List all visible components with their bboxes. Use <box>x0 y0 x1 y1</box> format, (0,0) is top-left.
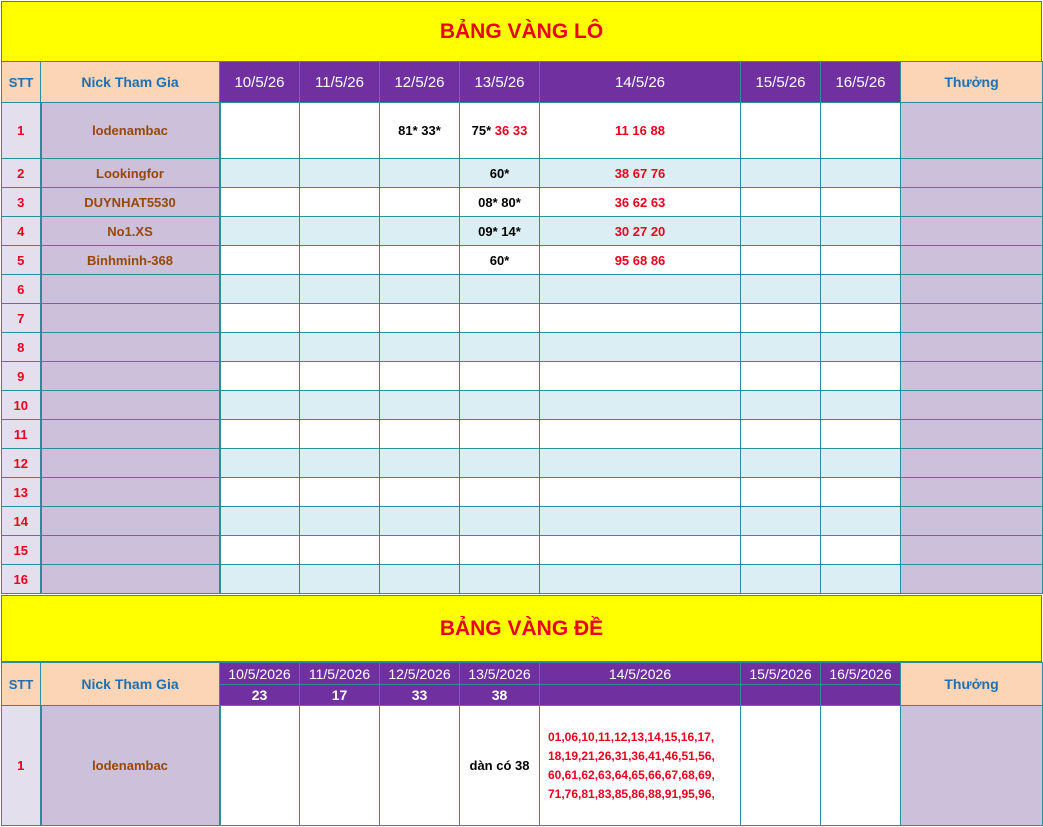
de-header-nick: Nick Tham Gia <box>41 663 220 706</box>
lo-cell <box>300 565 380 594</box>
lo-cell <box>300 217 380 246</box>
lo-pick-red: 36 33 <box>494 123 528 138</box>
lo-cell <box>540 507 741 536</box>
lo-cell <box>220 478 300 507</box>
lo-cell <box>741 449 821 478</box>
lo-cell <box>540 275 741 304</box>
lo-row-nick <box>41 304 220 333</box>
de-cell <box>300 706 380 826</box>
lo-cell <box>300 536 380 565</box>
lo-cell <box>220 103 300 159</box>
lo-row-stt: 1 <box>2 103 41 159</box>
de-numbers-line: 71,76,81,83,85,86,88,91,95,96, <box>548 786 715 801</box>
lo-row-stt: 4 <box>2 217 41 246</box>
lo-cell <box>741 188 821 217</box>
lo-row-thuong <box>901 507 1043 536</box>
lo-cell <box>300 333 380 362</box>
lo-cell <box>220 362 300 391</box>
lo-cell <box>821 333 901 362</box>
lo-cell <box>460 420 540 449</box>
lo-cell <box>821 478 901 507</box>
lo-cell <box>380 420 460 449</box>
lo-cell <box>460 565 540 594</box>
lo-row <box>2 478 1043 507</box>
lo-pick-black: 60* <box>489 252 510 268</box>
lo-row <box>2 362 1043 391</box>
lo-cell <box>380 536 460 565</box>
lo-cell <box>540 391 741 420</box>
lo-cell <box>540 449 741 478</box>
lo-row-thuong <box>901 304 1043 333</box>
de-result: 17 <box>300 685 380 706</box>
lo-header-thuong: Thưởng <box>901 62 1043 103</box>
lo-pick-black: 60* <box>489 165 510 181</box>
de-header-thuong: Thưởng <box>901 663 1043 706</box>
lo-cell <box>821 246 901 275</box>
de-header-date: 15/5/2026 <box>741 663 821 685</box>
lo-cell <box>220 507 300 536</box>
lo-row-stt: 12 <box>2 449 41 478</box>
lo-row-thuong <box>901 217 1043 246</box>
lo-cell <box>300 478 380 507</box>
lo-row-stt: 3 <box>2 188 41 217</box>
de-title: BẢNG VÀNG ĐỀ <box>439 616 604 640</box>
lo-cell <box>821 565 901 594</box>
lo-header-nick: Nick Tham Gia <box>41 62 220 103</box>
lo-cell <box>460 536 540 565</box>
de-numbers <box>540 728 740 804</box>
de-header-row <box>2 663 1043 685</box>
lo-row-stt: 2 <box>2 159 41 188</box>
lo-cell <box>220 391 300 420</box>
lo-row <box>2 391 1043 420</box>
lo-cell <box>460 275 540 304</box>
lo-cell <box>380 159 460 188</box>
de-result <box>821 685 901 706</box>
lo-cell <box>380 246 460 275</box>
lo-row <box>2 304 1043 333</box>
lo-cell <box>460 159 540 188</box>
lo-cell <box>380 188 460 217</box>
lo-cell <box>821 391 901 420</box>
lo-header-date: 16/5/26 <box>821 62 901 103</box>
lo-cell <box>540 362 741 391</box>
lo-row-thuong <box>901 103 1043 159</box>
lo-cell <box>460 246 540 275</box>
de-numbers-line: 18,19,21,26,31,36,41,46,51,56, <box>548 748 715 763</box>
lo-cell <box>300 391 380 420</box>
de-header-date: 10/5/2026 <box>220 663 300 685</box>
lo-cell <box>741 333 821 362</box>
lo-cell <box>300 159 380 188</box>
de-result <box>540 685 741 706</box>
lo-row-nick <box>41 275 220 304</box>
de-cell <box>380 706 460 826</box>
lo-cell <box>300 188 380 217</box>
de-row-stt: 1 <box>2 706 41 826</box>
lo-row <box>2 159 1043 188</box>
lo-cell <box>300 246 380 275</box>
lo-cell <box>460 507 540 536</box>
de-result: 33 <box>380 685 460 706</box>
lo-row-stt: 10 <box>2 391 41 420</box>
lo-row-thuong <box>901 275 1043 304</box>
lo-cell <box>540 565 741 594</box>
lo-row-stt: 6 <box>2 275 41 304</box>
lo-row-thuong <box>901 449 1043 478</box>
lo-row-nick <box>41 478 220 507</box>
lo-header-date: 13/5/26 <box>460 62 540 103</box>
lo-cell <box>821 103 901 159</box>
lo-row-thuong <box>901 420 1043 449</box>
de-numbers-cell <box>540 706 741 826</box>
lo-row <box>2 449 1043 478</box>
lo-cell <box>821 188 901 217</box>
lo-row-nick <box>41 333 220 362</box>
lo-row-thuong <box>901 246 1043 275</box>
lo-cell <box>220 304 300 333</box>
lo-cell <box>300 362 380 391</box>
lo-table <box>1 61 1043 594</box>
de-table <box>1 662 1043 826</box>
lo-row-thuong <box>901 159 1043 188</box>
de-row-thuong <box>901 706 1043 826</box>
lo-cell <box>300 449 380 478</box>
de-result: 23 <box>220 685 300 706</box>
lo-cell <box>460 333 540 362</box>
lo-row-stt: 5 <box>2 246 41 275</box>
de-result <box>741 685 821 706</box>
de-cell <box>821 706 901 826</box>
lo-header-date: 11/5/26 <box>300 62 380 103</box>
lo-cell <box>380 565 460 594</box>
de-numbers-line: 01,06,10,11,12,13,14,15,16,17, <box>548 729 715 744</box>
lo-cell <box>380 362 460 391</box>
lo-row <box>2 565 1043 594</box>
lo-cell <box>380 275 460 304</box>
lo-row <box>2 188 1043 217</box>
lo-cell <box>300 507 380 536</box>
de-header-date: 14/5/2026 <box>540 663 741 685</box>
lo-cell <box>741 246 821 275</box>
lo-cell: 38 67 76 <box>540 159 741 188</box>
lo-cell <box>380 449 460 478</box>
lo-cell <box>220 246 300 275</box>
lo-cell <box>540 304 741 333</box>
lo-cell <box>741 159 821 188</box>
de-header-date: 13/5/2026 <box>460 663 540 685</box>
lo-cell: 11 16 88 <box>540 103 741 159</box>
lo-cell <box>460 188 540 217</box>
lo-cell <box>741 103 821 159</box>
lo-row-nick <box>41 536 220 565</box>
lo-row <box>2 217 1043 246</box>
lo-cell <box>220 159 300 188</box>
lo-cell <box>821 275 901 304</box>
lo-row-nick <box>41 449 220 478</box>
lo-cell <box>220 333 300 362</box>
lo-cell <box>220 536 300 565</box>
lo-row <box>2 246 1043 275</box>
lo-header-stt: STT <box>2 62 41 103</box>
de-row <box>2 706 1043 826</box>
lo-cell <box>741 362 821 391</box>
lo-cell <box>300 420 380 449</box>
lo-cell <box>220 449 300 478</box>
lo-row <box>2 103 1043 159</box>
lo-row-nick <box>41 362 220 391</box>
lo-row-nick <box>41 507 220 536</box>
lo-pick-black: 75* <box>471 123 492 138</box>
lo-row-nick: DUYNHAT5530 <box>41 188 220 217</box>
lo-row-thuong <box>901 362 1043 391</box>
lo-cell <box>741 217 821 246</box>
lo-header-date: 15/5/26 <box>741 62 821 103</box>
de-header-date: 12/5/2026 <box>380 663 460 685</box>
lo-cell <box>821 159 901 188</box>
lo-cell <box>380 304 460 333</box>
lo-cell <box>460 304 540 333</box>
lo-row-nick: lodenambac <box>41 103 220 159</box>
lo-cell <box>380 478 460 507</box>
lo-row-nick: No1.XS <box>41 217 220 246</box>
lo-cell <box>540 478 741 507</box>
lo-row-nick: Lookingfor <box>41 159 220 188</box>
lo-cell <box>821 507 901 536</box>
lo-row-thuong <box>901 478 1043 507</box>
lo-cell <box>821 304 901 333</box>
lo-cell <box>460 391 540 420</box>
lo-cell <box>741 536 821 565</box>
lo-cell <box>460 478 540 507</box>
lo-row-stt: 8 <box>2 333 41 362</box>
lo-row-thuong <box>901 333 1043 362</box>
lo-cell <box>821 217 901 246</box>
lo-cell <box>821 449 901 478</box>
de-header-stt: STT <box>2 663 41 706</box>
lo-cell <box>540 536 741 565</box>
lo-cell <box>300 103 380 159</box>
de-title-banner <box>1 595 1042 662</box>
lo-row <box>2 275 1043 304</box>
lo-cell <box>460 362 540 391</box>
lo-cell <box>460 103 540 159</box>
de-header-date: 16/5/2026 <box>821 663 901 685</box>
lo-cell <box>540 333 741 362</box>
lo-pick-black: 09* 14* <box>478 223 521 239</box>
lo-cell <box>220 420 300 449</box>
lo-row-stt: 14 <box>2 507 41 536</box>
lo-row-stt: 7 <box>2 304 41 333</box>
lo-cell <box>821 420 901 449</box>
lo-row-thuong <box>901 391 1043 420</box>
lo-cell <box>821 536 901 565</box>
lo-cell <box>821 362 901 391</box>
lo-cell: 30 27 20 <box>540 217 741 246</box>
lo-header-date: 12/5/26 <box>380 62 460 103</box>
lo-row-nick <box>41 420 220 449</box>
lo-header-date: 14/5/26 <box>540 62 741 103</box>
lo-cell <box>220 565 300 594</box>
lo-cell <box>741 391 821 420</box>
lo-cell <box>741 507 821 536</box>
lo-pick-black: 08* 80* <box>478 194 521 210</box>
lo-row-stt: 9 <box>2 362 41 391</box>
lo-cell <box>380 391 460 420</box>
lo-title: BẢNG VÀNG LÔ <box>439 19 604 43</box>
lo-cell <box>460 217 540 246</box>
lo-row-thuong <box>901 188 1043 217</box>
lo-cell <box>741 275 821 304</box>
lo-cell <box>540 420 741 449</box>
lo-header-row <box>2 62 1043 103</box>
lo-cell <box>220 217 300 246</box>
lo-cell <box>380 507 460 536</box>
lo-row <box>2 536 1043 565</box>
lo-cell <box>741 478 821 507</box>
lo-cell <box>380 217 460 246</box>
lo-cell <box>300 275 380 304</box>
de-header-date: 11/5/2026 <box>300 663 380 685</box>
de-numbers-line: 60,61,62,63,64,65,66,67,68,69, <box>548 767 715 782</box>
lo-cell <box>220 188 300 217</box>
de-cell <box>741 706 821 826</box>
lo-cell <box>741 565 821 594</box>
lo-cell <box>741 420 821 449</box>
lo-title-banner <box>1 1 1042 62</box>
de-result: 38 <box>460 685 540 706</box>
de-cell: dàn có 38 <box>460 706 540 826</box>
lo-header-date: 10/5/26 <box>220 62 300 103</box>
lo-row <box>2 507 1043 536</box>
lo-row-nick <box>41 391 220 420</box>
lo-row-stt: 11 <box>2 420 41 449</box>
lo-cell: 81* 33* <box>380 103 460 159</box>
lo-cell <box>741 304 821 333</box>
lo-row-nick: Binhminh-368 <box>41 246 220 275</box>
lo-row-stt: 13 <box>2 478 41 507</box>
lo-cell <box>460 449 540 478</box>
lo-cell <box>300 304 380 333</box>
de-cell <box>220 706 300 826</box>
de-row-nick: lodenambac <box>41 706 220 826</box>
lo-row <box>2 420 1043 449</box>
lo-cell <box>220 275 300 304</box>
lo-cell: 36 62 63 <box>540 188 741 217</box>
lo-cell <box>380 333 460 362</box>
lo-row-thuong <box>901 536 1043 565</box>
lo-row <box>2 333 1043 362</box>
lo-row-thuong <box>901 565 1043 594</box>
lo-row-stt: 16 <box>2 565 41 594</box>
lo-row-nick <box>41 565 220 594</box>
lo-row-stt: 15 <box>2 536 41 565</box>
lo-cell: 95 68 86 <box>540 246 741 275</box>
